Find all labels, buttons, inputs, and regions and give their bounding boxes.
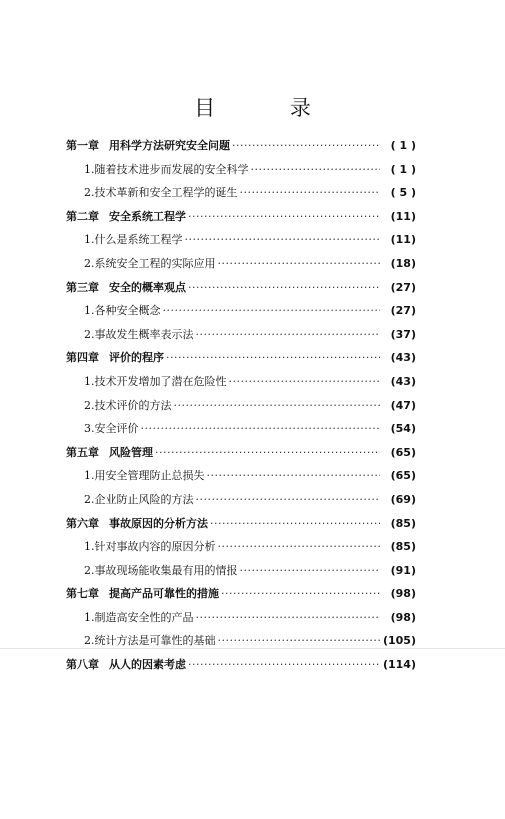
dot-leader	[229, 370, 381, 394]
entry-title: 1.什么是系统工程学	[84, 233, 183, 247]
chapter-number: 第五章	[66, 445, 99, 459]
toc-section-row	[66, 559, 416, 583]
page-number: ( 5 )	[390, 186, 416, 200]
toc-chapter-row	[66, 134, 416, 158]
dot-leader	[196, 606, 381, 630]
entry-title: 1.技术开发增加了潜在危险性	[84, 374, 227, 388]
dot-leader	[188, 276, 380, 300]
entry-title: 2.事故发生概率表示法	[84, 327, 194, 341]
toc-section-row	[66, 370, 416, 394]
dot-leader	[174, 394, 381, 418]
entry-title: 1.用安全管理防止总损失	[84, 469, 205, 483]
toc-section-row	[66, 629, 416, 653]
page-number: (69)	[390, 492, 416, 506]
scan-artifact-line	[0, 648, 505, 649]
dot-leader	[232, 134, 380, 158]
entry-title: 2.技术革新和安全工程学的诞生	[84, 186, 238, 200]
dot-leader	[251, 158, 381, 182]
entry-title: 安全的概率观点	[109, 280, 186, 294]
chapter-number: 第一章	[66, 139, 99, 152]
page-number: (114)	[382, 658, 416, 672]
toc-section-row	[66, 394, 416, 418]
dot-leader	[166, 346, 380, 370]
entry-title: 2.技术评价的方法	[84, 398, 172, 412]
dot-leader	[218, 629, 381, 653]
toc-chapter-row	[66, 582, 416, 606]
page-number: (85)	[390, 540, 416, 554]
page-number: (91)	[390, 563, 416, 577]
entry-title: 2.系统安全工程的实际应用	[84, 256, 216, 270]
page-number: (43)	[390, 374, 416, 388]
chapter-number: 第三章	[66, 280, 99, 294]
entry-title: 1.随着技术进步而发展的安全科学	[84, 162, 249, 176]
page-number: (18)	[390, 256, 416, 270]
entry-title: 2.统计方法是可靠性的基础	[84, 634, 216, 648]
dot-leader	[218, 252, 381, 276]
dot-leader	[240, 181, 381, 205]
toc-section-row	[66, 464, 416, 488]
entry-title: 事故原因的分析方法	[109, 516, 208, 530]
page-number: (47)	[390, 398, 416, 412]
toc-section-row	[66, 228, 416, 252]
dot-leader	[155, 441, 380, 465]
dot-leader	[221, 582, 380, 606]
page-number: (65)	[390, 469, 416, 483]
page-title: 目 录	[194, 96, 345, 120]
page-number: (98)	[390, 610, 416, 624]
page-number: (65)	[390, 445, 416, 459]
toc-section-row	[66, 606, 416, 630]
dot-leader	[196, 488, 381, 512]
entry-title: 2.事故现场能收集最有用的情报	[84, 563, 238, 577]
entry-title: 风险管理	[109, 445, 153, 459]
toc-chapter-row	[66, 205, 416, 229]
toc-chapter-row	[66, 346, 416, 370]
entry-title: 1.制造高安全性的产品	[84, 610, 194, 624]
entry-title: 安全系统工程学	[109, 209, 186, 223]
toc-section-row	[66, 417, 416, 441]
entry-title: 3.安全评价	[84, 422, 139, 436]
entry-title: 评价的程序	[109, 351, 164, 365]
toc-section-row	[66, 535, 416, 559]
page-number: ( 1 )	[390, 162, 416, 176]
page-number: (54)	[390, 422, 416, 436]
toc-chapter-row	[66, 441, 416, 465]
toc-section-row	[66, 299, 416, 323]
page-number: (37)	[390, 327, 416, 341]
entry-title: 从人的因素考虑	[109, 658, 186, 672]
page-number: (11)	[390, 209, 416, 223]
chapter-number: 第六章	[66, 516, 99, 530]
dot-leader	[207, 464, 381, 488]
dot-leader	[196, 323, 381, 347]
page-number: (98)	[390, 587, 416, 601]
chapter-number: 第四章	[66, 351, 99, 365]
toc-section-row	[66, 181, 416, 205]
dot-leader	[218, 535, 381, 559]
page-number: (43)	[390, 351, 416, 365]
dot-leader	[141, 417, 381, 441]
entry-title: 1.各种安全概念	[84, 304, 161, 318]
dot-leader	[210, 512, 380, 536]
page-number: (105)	[382, 634, 416, 648]
toc-section-row	[66, 252, 416, 276]
entry-title: 用科学方法研究安全问题	[109, 139, 230, 152]
page-number: (27)	[390, 304, 416, 318]
entry-title: 提高产品可靠性的措施	[109, 587, 219, 601]
entry-title: 2.企业防止风险的方法	[84, 492, 194, 506]
dot-leader	[185, 228, 381, 252]
table-of-contents	[66, 134, 416, 677]
dot-leader	[240, 559, 381, 583]
dot-leader	[163, 299, 381, 323]
toc-section-row	[66, 323, 416, 347]
page-number: (85)	[390, 516, 416, 530]
toc-chapter-row	[66, 653, 416, 677]
page-number: ( 1 )	[390, 139, 416, 152]
page-number: (27)	[390, 280, 416, 294]
dot-leader	[188, 205, 380, 229]
chapter-number: 第二章	[66, 209, 99, 223]
dot-leader	[188, 653, 380, 677]
toc-section-row	[66, 158, 416, 182]
toc-section-row	[66, 488, 416, 512]
entry-title: 1.针对事故内容的原因分析	[84, 540, 216, 554]
chapter-number: 第八章	[66, 658, 99, 672]
toc-chapter-row	[66, 512, 416, 536]
toc-chapter-row	[66, 276, 416, 300]
chapter-number: 第七章	[66, 587, 99, 601]
page-number: (11)	[390, 233, 416, 247]
